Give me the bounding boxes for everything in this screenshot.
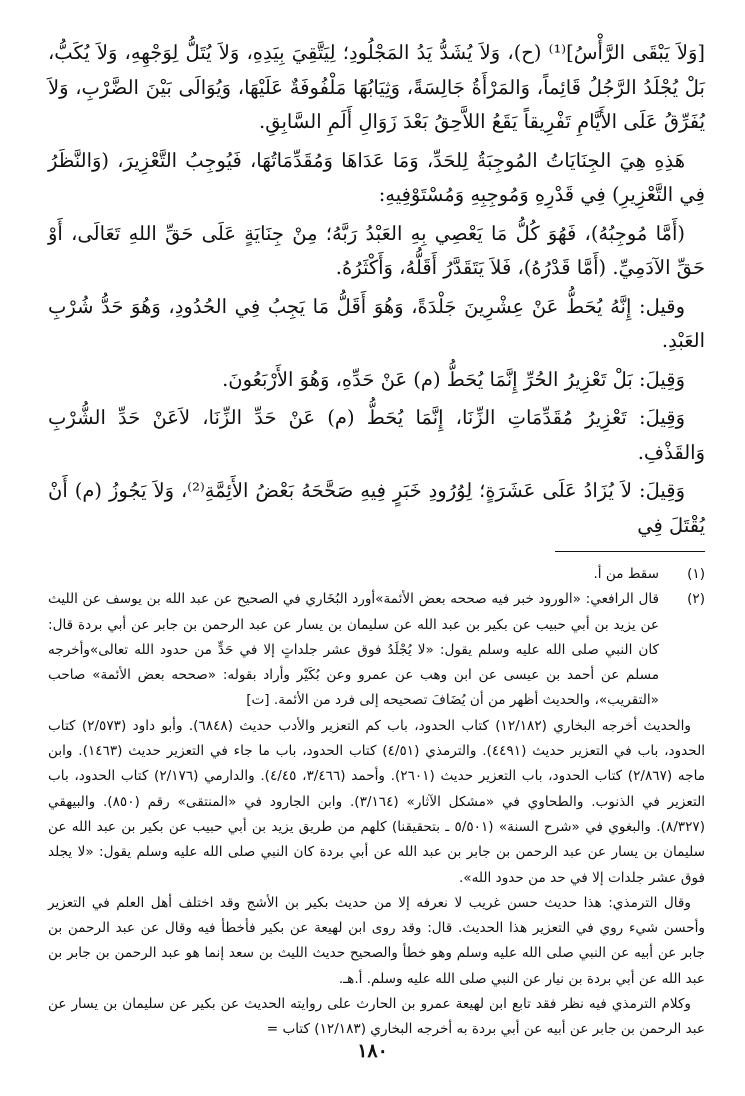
page-number: ١٨٠ [357, 1040, 388, 1062]
footnote-2 [48, 587, 705, 713]
footnotes [48, 562, 705, 1043]
main-paragraph-2: هَذِهِ هِيَ الجِنَايَاتُ المُوجِبَةُ لِلحَدِّ، وَمَا عَدَاهَا وَمُقَدِّمَاتُهَا، فَيُوجِبُ التَّعْزِيرَ، (وَالنَّظَرُ فِي التَّعْزِيرِ) فِي قَدْرِهِ وَمُوجِبِهِ وَمُسْتَوْفِيهِ: [48, 148, 705, 206]
main-paragraph-3: (أَمَّا مُوجِبُهُ)، فَهُوَ كُلُّ مَا يَعْصِي بِهِ العَبْدُ رَبَّهُ؛ مِنْ جِنَايَةٍ عَلَى حَقِّ اللهِ تَعَالَى، أَوْ حَقِّ الآدَمِيِّ. (أَمَّا قَدْرُهُ)، فَلاَ يَتَقَدَّرُ أَقَلُّهُ، وَأَكْثَرُهُ. [48, 221, 705, 279]
main-paragraph-4: وقيل: إِنَّهُ يُحَطُّ عَنْ عِشْرِينَ جَلْدَةً، وَهُوَ أَقَلُّ مَا يَجِبُ فِي الحُدُودِ، وَهُوَ حَدُّ شُرْبِ العَبْدِ. [48, 294, 705, 352]
footnote-text: قال الرافعي: «الورود خبر فيه صححه بعض الأئمة»أورد البُخَاري في الصحيح عن عبد الله بن يوسف عن الليث عن يزيد بن أبي حبيب عن بكير بن عبد الله عن سليمان بن يسار عن عبد الرحمن بن جابر عن أبي بردة قال: كان النبي صلى الله عليه وسلم يقول: «لا يُجْلَدُ فوق عشر جلداتٍ إلا في حَدٍّ من حدود الله تعالى»وأخرجه مسلم عن أحمد بن عيسى عن ابن وهب عن عمرو وعن بُكَيْر وأراد بقوله: «صححه بعض الأئمة» صاحب «التقريب»، والحديث أظهر من أن يُضَافَ تصحيحه إلى فرد من الأئمة. [ت] [48, 591, 659, 709]
main-paragraph-7: وَقِيلَ: لاَ يُزَادُ عَلَى عَشَرَةٍ؛ لِوُرُودِ خَبَرٍ فِيهِ صَحَّحَهُ بَعْضُ الأَئِمَّةِ⁽²⁾، وَلاَ يَجُوزُ (م) أَنْ يُقْتَلَ فِي [48, 479, 705, 537]
book-page [48, 36, 705, 1076]
footnote-1 [48, 562, 705, 587]
footnote-continuation-3: وكلام الترمذي فيه نظر فقد تابع ابن لهيعة عمرو بن الحارث على روايته الحديث عن بكير عن سليمان بن يسار عن عبد الرحمن بن جابر عن أبيه عن أبي بردة به أخرجه البخاري (١٢/١٨٣) كتاب = [48, 996, 705, 1038]
footnote-text: سقط من أ. [593, 566, 659, 582]
footnote-number: (١) [687, 566, 705, 582]
main-paragraph-1: [وَلاَ يَبْقَى الرَّأْسُ]⁽¹⁾ (ح)، وَلاَ يُشَدُّ يَدُ المَجْلُودِ؛ لِيَتَّقِيَ بِيَدِهِ، وَلاَ يُتَلُّ لِوَجْهِهِ، وَلاَ يُكَبُّ، بَلْ يُجْلَدُ الرَّجُلُ قَائِماً، وَالمَرْأَةُ جَالِسَةً، وَثِيَابُهَا مَلْفُوفَةٌ عَلَيْهَا، وَيُوَالَى بَيْنَ الضَّرْبِ، وَلاَ يُفَرِّقُ عَلَى الأَيَّامِ تَفْرِيقاً يَقَعُ اللاَّحِقُ بَعْدَ زَوَالِ أَلَمِ السَّابِقِ. [48, 41, 705, 133]
main-text [48, 36, 705, 543]
main-paragraph-6: وَقِيلَ: تَعْزِيرُ مُقَدِّمَاتِ الزِّنَا، إِنَّمَا يُحَطُّ (م) عَنْ حَدِّ الزِّنَا، لاَعَنْ حَدِّ الشُّرْبِ وَالقَذْفِ. [48, 406, 705, 464]
footnote-separator [555, 551, 705, 552]
footnote-number: (٢) [687, 591, 705, 608]
footnote-continuation-1: والحديث أخرجه البخاري (١٢/١٨٢) كتاب الحدود، باب كم التعزير والأدب حديث (٦٨٤٨). وأبو داود (٢/٥٧٣) كتاب الحدود، باب في التعزير حديث (٤٤٩١). والترمذي (٤/٥١) كتاب الحدود، باب ما جاء في التعزير حديث (١٤٦٣). وابن ماجه (٢/٨٦٧) كتاب الحدود، باب التعزير حديث (٢٦٠١). وأحمد (٣/٤٦٦، ٤/٤٥). والدارمي (٢/١٧٦) كتاب الحدود، باب التعزير في الذنوب. والطحاوي في «مشكل الآثار» (٣/١٦٤). وابن الجارود في «المنتقى» رقم (٨٥٠). والبيهقي (٨/٣٢٧). والبغوي في «شرح السنة» (٥/٥٠١ ـ بتحقيقنا) كلهم من طريق يزيد بن أبي حبيب عن بكير بن عبد الله عن سليمان بن يسار عن عبد الرحمن بن جابر بن عبد الله عن أبي بردة كان النبي صلى الله عليه وسلم يقول: «لا يجلد فوق عشر جلدات إلا في حد من حدود الله». [48, 717, 706, 886]
main-paragraph-5: وَقِيلَ: بَلْ تَعْزِيرُ الحُرِّ إِنَّمَا يُحَطُّ (م) عَنْ حَدِّهِ، وَهُوَ الأَرْبَعُونَ. [222, 367, 685, 391]
footnote-continuation-2: وقال الترمذي: هذا حديث حسن غريب لا نعرفه إلا من حديث بكير بن الأشج وقد اختلف أهل العلم في التعزير وأحسن شيء روي في التعزير هذا الحديث. قال: وقد روى ابن لهيعة عن بكير فأخطأ فيه وقال عن عبد الرحمن بن جابر عن أبيه عن النبي صلى الله عليه وسلم وهو خطأ والصحيح حديث الليث بن سعد إنما هو عبد الرحمن بن جابر بن عبد الله عن أبي بردة بن نيار عن النبي صلى الله عليه وسلم. أ.هـ. [48, 894, 705, 987]
